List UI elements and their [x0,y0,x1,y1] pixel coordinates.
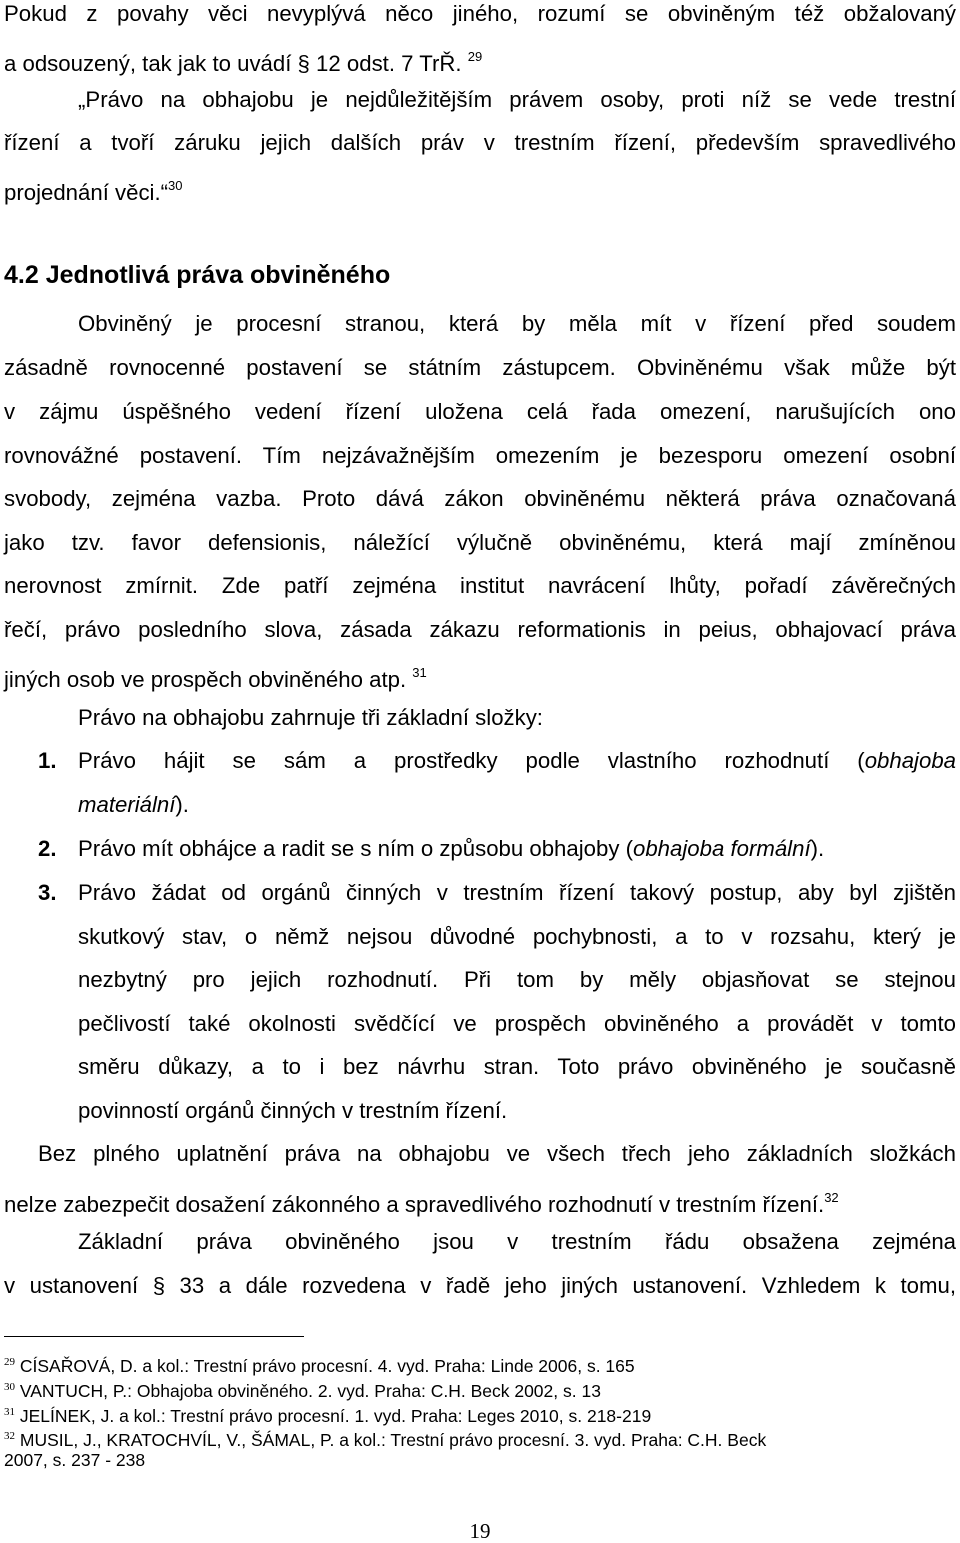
paragraph-line: svobody, zejména vazba. Proto dává zákon obviněnému některá práva označovaná [4,486,956,511]
list-item-line: povinností orgánů činných v trestním řízení. [78,1098,508,1123]
list-item-line: Právo hájit se sám a prostředky podle vlastního rozhodnutí (obhajoba [78,748,956,773]
paragraph-line: jiných osob ve prospěch obviněného atp. $^{31}$ [4,665,427,692]
list-item-line: materiální). [78,792,189,817]
list-intro: Právo na obhajobu zahrnuje tři základní složky: [78,705,543,730]
quote-line: „Právo na obhajobu je nejdůležitějším právem osoby, proti níž se vede trestní [78,87,956,112]
paragraph-line: Bez plného uplatnění práva na obhajobu ve všech třech jeho základních složkách [38,1141,956,1166]
footnote-separator [4,1336,304,1337]
paragraph-line: v ustanovení § 33 a dále rozvedena v řadě jeho jiných ustanovení. Vzhledem k tomu, [4,1273,956,1298]
list-item-line: skutkový stav, o němž nejsou důvodné pochybnosti, a to v rozsahu, který je [78,924,956,949]
list-item-line: Právo žádat od orgánů činných v trestním řízení takový postup, aby byl zjištěn [78,880,956,905]
paragraph-line: Základní práva obviněného jsou v trestním řádu obsažena zejména [78,1229,956,1254]
footnote-ref: 29 [467,49,483,64]
paragraph-line: jako tzv. favor defensionis, náležící výlučně obviněnému, která mají zmíněnou [4,530,956,555]
footnote: $^{30}$ VANTUCH, P.: Obhajoba obviněného. 2. vyd. Praha: C.H. Beck 2002, s. 13 [4,1381,601,1401]
footnote-ref: 31 [412,665,427,680]
list-number: 3. [38,880,57,905]
quote-line: projednání věci.“$^{30}$ [4,178,183,205]
footnote-ref: 32 [824,1190,839,1205]
paragraph-line: Obviněný je procesní stranou, která by měla mít v řízení před soudem [78,311,956,336]
quote-line: řízení a tvoří záruku jejich dalších práv v trestním řízení, především spravedlivého [4,130,956,155]
paragraph-line: řečí, právo posledního slova, zásada zákazu reformationis in peius, obhajovací práva [4,617,956,642]
footnote: $^{31}$ JELÍNEK, J. a kol.: Trestní právo procesní. 1. vyd. Praha: Leges 2010, s. 218-219 [4,1406,652,1426]
list-number: 1. [38,748,57,773]
paragraph-line: zásadně rovnocenné postavení se státním zástupcem. Obviněnému však může být [4,355,956,380]
list-item-line: nezbytný pro jejich rozhodnutí. Při tom by měly objasňovat se stejnou [78,967,956,992]
list-item-line: Právo mít obhájce a radit se s ním o způsobu obhajoby (obhajoba formální). [78,836,825,861]
paragraph-line: nerovnost zmírnit. Zde patří zejména institut navrácení lhůty, pořadí závěrečných [4,573,956,598]
list-number: 2. [38,836,57,861]
paragraph-line: Pokud z povahy věci nevyplývá něco jiného, rozumí se obviněným též obžalovaný [4,1,956,26]
paragraph-line: v zájmu úspěšného vedení řízení uložena celá řada omezení, narušujících ono [4,399,956,424]
footnote: 2007, s. 237 - 238 [4,1450,146,1470]
footnote-ref: 30 [168,178,183,193]
paragraph-line: a odsouzený, tak jak to uvádí § 12 odst. 7 TrŘ. $^{29}$ [4,49,483,76]
footnote: $^{29}$ CÍSAŘOVÁ, D. a kol.: Trestní právo procesní. 4. vyd. Praha: Linde 2006, s. 165 [4,1356,635,1376]
paragraph-line: nelze zabezpečit dosažení zákonného a spravedlivého rozhodnutí v trestním řízení.$^{32}$ [4,1190,839,1217]
list-item-line: pečlivostí také okolnosti svědčící ve prospěch obviněného a provádět v tomto [78,1011,956,1036]
section-heading: 4.2 Jednotlivá práva obviněného [4,261,391,289]
page-number: 19 [469,1519,491,1543]
paragraph-line: rovnovážné postavení. Tím nejzávažnějším omezením je bezesporu omezení osobní [4,443,956,468]
list-item-line: směru důkazy, a to i bez návrhu stran. Toto právo obviněného je současně [78,1054,956,1079]
footnote: $^{32}$ MUSIL, J., KRATOCHVÍL, V., ŠÁMAL, P. a kol.: Trestní právo procesní. 3. vyd. Praha: C.H. Beck [4,1430,767,1450]
